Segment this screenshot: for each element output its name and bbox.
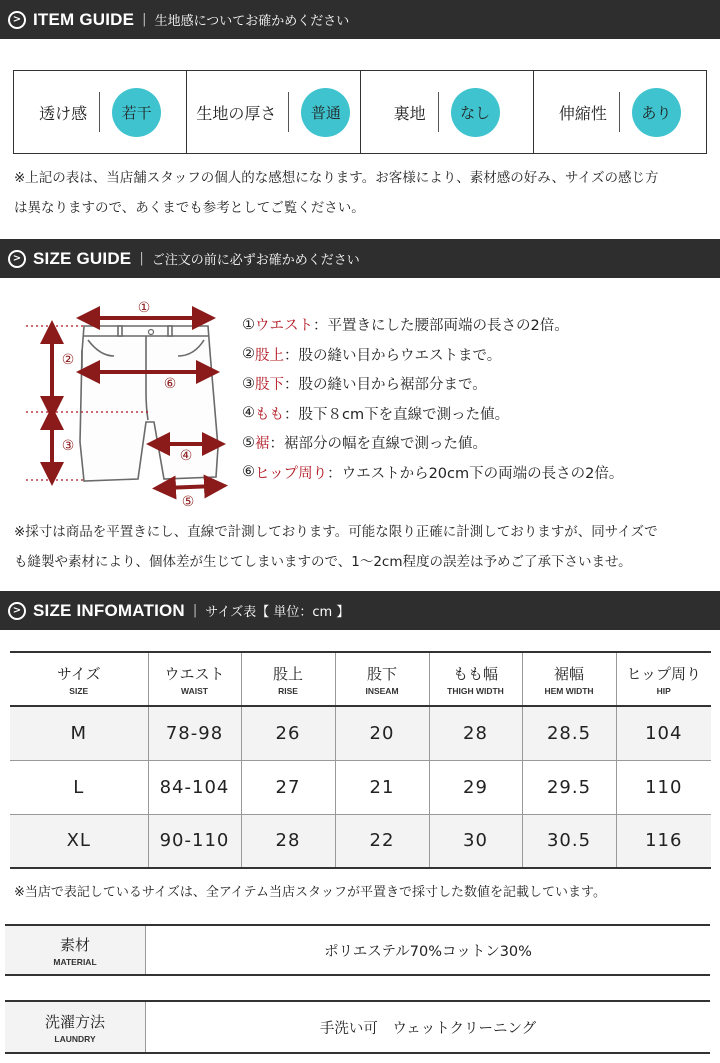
def-term: 股下 bbox=[255, 377, 284, 394]
shorts-outline bbox=[80, 326, 218, 481]
guide-label: 透け感 bbox=[39, 103, 88, 123]
size-guide-subtitle: ご注文の前に必ずお確かめください bbox=[151, 253, 360, 268]
mark-5: ⑤ bbox=[181, 494, 195, 510]
guide-label: 生地の厚さ bbox=[196, 103, 277, 123]
material-value: ポリエステル70%コットン30% bbox=[324, 943, 532, 960]
def-term: ヒップ周り bbox=[255, 465, 328, 482]
guide-divider bbox=[438, 92, 439, 132]
size-table bbox=[10, 651, 711, 869]
measurement-definitions bbox=[242, 310, 712, 487]
size-guide-title: SIZE GUIDE bbox=[33, 248, 132, 268]
def-number: ⑤ bbox=[242, 434, 255, 451]
guide-divider bbox=[99, 92, 100, 132]
col-header-hem: 裾幅 HEM WIDTH bbox=[522, 652, 616, 706]
definition-row bbox=[242, 399, 712, 429]
thigh-cell: 30 bbox=[429, 814, 522, 868]
definition-row bbox=[242, 310, 712, 340]
guide-label: 裏地 bbox=[393, 103, 426, 123]
size-info-note: ※当店で表記しているサイズは、全アイテム当店スタッフが平置きで採寸した数値を記載しています。 bbox=[14, 885, 606, 900]
item-guide-subtitle: 生地感についてお確かめください bbox=[154, 14, 350, 29]
note-line: ※上記の表は、当店舗スタッフの個人的な感想になります。お客様により、素材感の好み、サイズの感じ方 bbox=[14, 170, 659, 186]
laundry-value: 手洗い可 ウェットクリーニング bbox=[319, 1020, 537, 1037]
col-header-thigh: もも幅 THIGH WIDTH bbox=[429, 652, 522, 706]
guide-cell-stretch bbox=[534, 71, 706, 153]
mark-1: ① bbox=[137, 300, 151, 316]
size-cell: L bbox=[10, 760, 148, 814]
guide-cell-transparency bbox=[14, 71, 187, 153]
table-row bbox=[10, 814, 711, 868]
size-table-header-row bbox=[10, 652, 711, 706]
size-guide-header bbox=[0, 239, 720, 278]
mark-4: ④ bbox=[179, 448, 193, 464]
header-separator: | bbox=[139, 251, 144, 266]
col-header-size: サイズ SIZE bbox=[10, 652, 148, 706]
col-header-hip: ヒップ周り HIP bbox=[616, 652, 711, 706]
col-header-inseam: 股下 INSEAM bbox=[335, 652, 429, 706]
col-header-rise: 股上 RISE bbox=[241, 652, 335, 706]
material-row bbox=[5, 924, 710, 976]
hem-cell: 29.5 bbox=[522, 760, 616, 814]
waist-cell: 78-98 bbox=[148, 706, 241, 760]
hip-cell: 110 bbox=[616, 760, 711, 814]
material-label-en: MATERIAL bbox=[53, 956, 97, 967]
mark-6: ⑥ bbox=[163, 376, 177, 392]
def-desc: ：裾部分の幅を直線で測った値。 bbox=[269, 436, 487, 453]
guide-divider bbox=[288, 92, 289, 132]
item-guide-title: ITEM GUIDE bbox=[33, 9, 135, 29]
size-guide-note bbox=[14, 517, 714, 577]
hip-cell: 104 bbox=[616, 706, 711, 760]
size-info-title: SIZE INFOMATION bbox=[33, 600, 185, 620]
def-term: もも bbox=[255, 406, 284, 423]
def-desc: ：股の縫い目からウエストまで。 bbox=[284, 347, 502, 364]
def-number: ⑥ bbox=[242, 464, 255, 481]
chevron-right-icon: > bbox=[8, 11, 26, 29]
mark-2: ② bbox=[61, 352, 75, 368]
def-desc: ：股下８cm下を直線で測った値。 bbox=[284, 406, 510, 423]
table-row bbox=[10, 706, 711, 760]
rise-cell: 28 bbox=[241, 814, 335, 868]
def-term: ウエスト bbox=[255, 318, 313, 335]
waist-cell: 84-104 bbox=[148, 760, 241, 814]
material-header bbox=[5, 926, 146, 974]
size-info-header bbox=[0, 591, 720, 630]
laundry-row bbox=[5, 1000, 710, 1054]
guide-value-badge: 若干 bbox=[112, 88, 161, 137]
guide-value-badge: あり bbox=[632, 88, 681, 137]
hip-cell: 116 bbox=[616, 814, 711, 868]
laundry-label-en: LAUNDRY bbox=[54, 1033, 96, 1044]
item-guide-header bbox=[0, 0, 720, 39]
chevron-right-icon: > bbox=[8, 250, 26, 268]
definition-row bbox=[242, 340, 712, 370]
definition-row bbox=[242, 369, 712, 399]
guide-cell-thickness bbox=[187, 71, 360, 153]
inseam-cell: 21 bbox=[335, 760, 429, 814]
hem-cell: 28.5 bbox=[522, 706, 616, 760]
header-separator: | bbox=[142, 12, 147, 27]
definition-row bbox=[242, 458, 712, 488]
thigh-cell: 28 bbox=[429, 706, 522, 760]
guide-value-badge: なし bbox=[451, 88, 500, 137]
def-term: 股上 bbox=[255, 347, 284, 364]
laundry-label: 洗濯方法 bbox=[44, 1012, 105, 1031]
mark-3: ③ bbox=[61, 438, 75, 454]
chevron-right-icon: > bbox=[8, 602, 26, 620]
inseam-cell: 22 bbox=[335, 814, 429, 868]
note-line: も縫製や素材により、個体差が生じてしまいますので、1〜2cm程度の誤差は予めご了承下さいませ。 bbox=[14, 554, 632, 570]
size-info-subtitle: サイズ表【 単位：cm 】 bbox=[205, 605, 350, 620]
table-row bbox=[10, 760, 711, 814]
rise-cell: 27 bbox=[241, 760, 335, 814]
def-number: ② bbox=[242, 346, 255, 363]
col-header-waist: ウエスト WAIST bbox=[148, 652, 241, 706]
laundry-header bbox=[5, 1002, 146, 1052]
shorts-measurement-diagram bbox=[18, 292, 240, 522]
def-desc: ：ウエストから20cm下の両端の長さの2倍。 bbox=[327, 465, 624, 482]
waist-cell: 90-110 bbox=[148, 814, 241, 868]
def-number: ④ bbox=[242, 405, 255, 422]
fabric-feel-table bbox=[13, 70, 707, 154]
hem-cell: 30.5 bbox=[522, 814, 616, 868]
button-icon bbox=[149, 330, 154, 335]
note-line: ※採寸は商品を平置きにし、直線で計測しております。可能な限り正確に計測しておりますが、同サイズで bbox=[14, 524, 658, 540]
material-label: 素材 bbox=[59, 935, 90, 954]
def-number: ③ bbox=[242, 375, 255, 392]
thigh-cell: 29 bbox=[429, 760, 522, 814]
def-desc: ：平置きにした腰部両端の長さの2倍。 bbox=[313, 318, 569, 335]
size-cell: M bbox=[10, 706, 148, 760]
def-term: 裾 bbox=[255, 436, 270, 453]
guide-label: 伸縮性 bbox=[558, 103, 607, 123]
inseam-cell: 20 bbox=[335, 706, 429, 760]
def-number: ① bbox=[242, 316, 255, 333]
guide-divider bbox=[619, 92, 620, 132]
item-guide-note bbox=[14, 163, 714, 223]
rise-cell: 26 bbox=[241, 706, 335, 760]
header-separator: | bbox=[192, 603, 198, 618]
size-cell: XL bbox=[10, 814, 148, 868]
def-desc: ：股の縫い目から裾部分まで。 bbox=[284, 377, 487, 394]
guide-value-badge: 普通 bbox=[301, 88, 350, 137]
guide-cell-lining bbox=[361, 71, 534, 153]
definition-row bbox=[242, 428, 712, 458]
note-line: は異なりますので、あくまでも参考としてご覧ください。 bbox=[14, 200, 365, 216]
